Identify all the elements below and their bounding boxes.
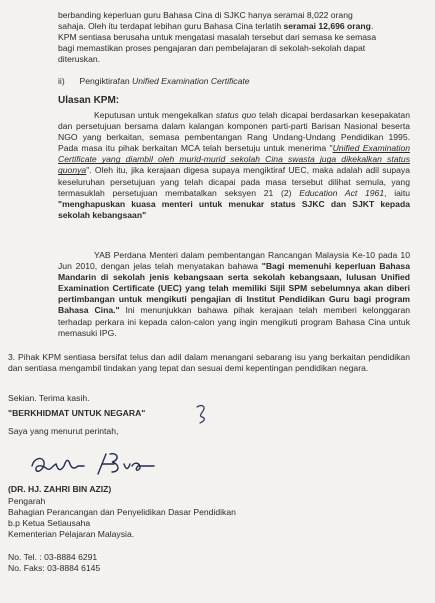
text: sahaja. Oleh itu terdapat lebihan guru Bahasa Cina terlatih (58, 21, 284, 32)
line: KPM sentiasa berusaha untuk mengatasi masalah tersebut dari semasa ke semasa (58, 32, 377, 43)
text: telah dicapai berdasarkan kesepakatan dan persetujuan bersama dalam kalangan komponen parti-parti Barisan Nasional beserta NGO yang berkaitan, semasa pembentangan Rang Undang-Undang Pendidikan 1995. Pada masa itu pihak berkaitan MCA telah bersetuju untuk menerima " (58, 110, 410, 154)
text: Ini menunjukkan bahawa pihak kerajaan telah memberi kelonggaran terhadap perkara ini kepada calon-calon yang ingin mengikuti program Bahasa Cina untuk memasuki IPG. (58, 305, 411, 338)
line (58, 21, 410, 32)
signatory-department: Bahagian Perancangan dan Penyelidikan Dasar Pendidikan (8, 507, 236, 517)
surplus-figure: seramai 12,696 orang (283, 21, 371, 32)
quoted-statement: "Bagi memenuhi keperluan Bahasa Mandarin di sekolah jenis kebangsaan serta sekolah kebangsaan, lulusan Unified Examination Certificate (UEC) yang telah memiliki Sijil SPM sebelumnya akan diberi pertimbangan untuk mengikuti pengajian di Institut Pendidikan Guru bagi program Bahasa Cina." (58, 261, 410, 316)
point-3-paragraph: 3. Pihak KPM sentiasa bersifat telus dan adil dalam menangani sebarang isu yang berkaitan pendidikan dan sentiasa mengambil tindakan yang tepat dan sesuai demi kepentingan pendidikan negara. (8, 352, 410, 374)
fax-number: No. Faks: 03-8884 6145 (8, 563, 101, 573)
signature (28, 448, 163, 482)
signatory-name: (DR. HJ. ZAHRI BIN AZIZ) (8, 484, 112, 494)
handwritten-initial (194, 403, 210, 425)
section-title-prefix: Pengiktirafan (79, 76, 133, 86)
section-number: ii) (58, 76, 65, 86)
line: berbanding keperluan guru Bahasa Cina di SJKC hanya seramai 8,022 orang (58, 10, 353, 20)
yab-paragraph (58, 250, 410, 339)
on-behalf-of: b.p Ketua Setiausaha (8, 518, 91, 528)
signatory-title: Pengarah (8, 496, 46, 506)
quoted-clause: "menghapuskan kuasa menteri untuk menukar status SJKC dan SJKT kepada sekolah kebangsaan" (58, 198, 410, 220)
closing-thanks: Sekian. Terima kasih. (8, 393, 90, 403)
text: , iaitu (384, 187, 410, 198)
section-ii-heading (58, 76, 410, 86)
text: YAB Perdana Menteri dalam pembentangan Rancangan Malaysia Ke-10 pada 10 Jun 2010, dengan jelas telah menyatakan bahawa (58, 250, 410, 272)
text: . (370, 21, 374, 32)
ulasan-paragraph (58, 110, 410, 221)
ministry-name: Kementerian Pelajaran Malaysia. (8, 529, 135, 539)
quoted-agreement: Unified Examination Certificate yang diambil oleh murid-murid sekolah Cina swasta juga dikekalkan status quonya (58, 143, 410, 176)
line: bagi memastikan proses pengajaran dan pembelajaran di sekolah-sekolah dapat (58, 43, 366, 54)
act-name: Education Act 1961 (299, 187, 385, 198)
line: diteruskan. (58, 54, 101, 65)
paragraph-teacher-surplus (58, 10, 410, 65)
text-italic: status quo (215, 110, 257, 120)
motto: "BERKHIDMAT UNTUK NEGARA" (8, 408, 146, 418)
section-title-italic: Unified Examination Certificate (132, 76, 250, 86)
text: Keputusan untuk mengekalkan (94, 110, 216, 120)
text: ". Oleh itu, jika kerajaan digesa supaya mengiktiraf UEC, maka adalah adil supaya keseluruhan persetujuan yang telah dicapai pada masa tersebut dilihat semula, yang termasuklah persetujuan membatalkan seksyen 21 (2) (58, 165, 410, 198)
telephone-number: No. Tel. : 03-8884 6291 (8, 552, 98, 562)
ulasan-heading: Ulasan KPM: (58, 95, 120, 106)
closing-order: Saya yang menurut perintah, (8, 426, 119, 436)
